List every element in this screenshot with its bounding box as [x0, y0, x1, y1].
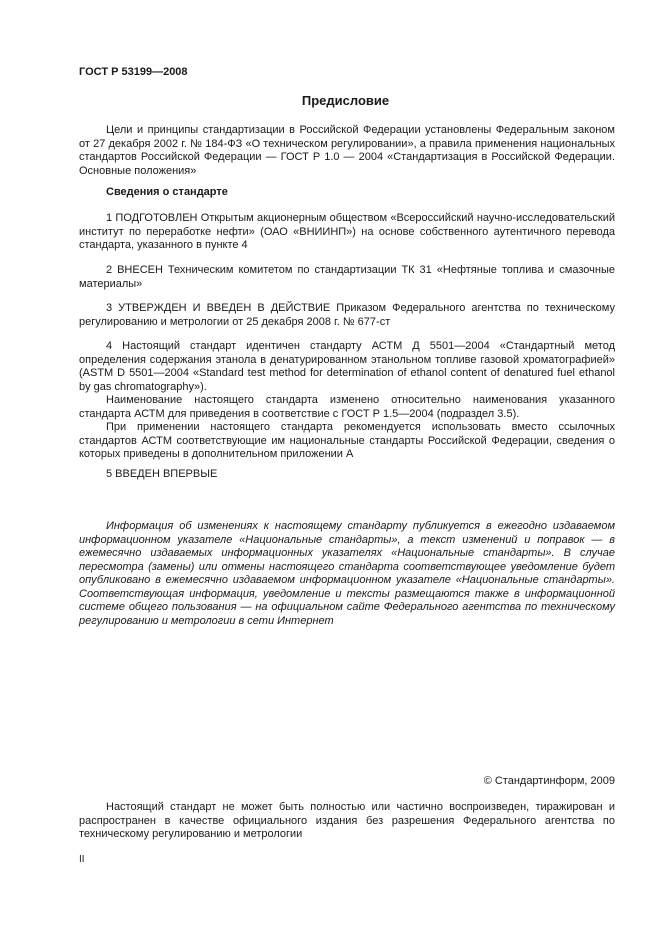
- legal-paragraph: Настоящий стандарт не может быть полностью или частично воспроизведен, тиражирован и распространен в качестве официального издания без разрешения Федерального агентства по техническому регулированию и метрологии: [79, 801, 615, 840]
- item-1-block: [79, 212, 615, 253]
- item-4-p1: 4 Настоящий стандарт идентичен стандарту АСТМ Д 5501—2004 «Стандартный метод определения содержания этанола в денатурированном этанольном топливе газовой хроматографией» (ASTM D 5501—2004 «Standard test method for determination of ethanol content of denatured fuel ethanol by gas chromatography»).: [79, 340, 615, 393]
- item-3: 3 УТВЕРЖДЕН И ВВЕДЕН В ДЕЙСТВИЕ Приказом Федерального агентства по техническому регулированию и метрологии от 25 декабря 2008 г. № 677-ст: [79, 302, 615, 328]
- item-4-block: [79, 340, 615, 462]
- item-2: 2 ВНЕСЕН Техническим комитетом по стандартизации ТК 31 «Нефтяные топлива и смазочные материалы»: [79, 264, 615, 290]
- doc-code-header: ГОСТ Р 53199—2008: [79, 66, 188, 78]
- item-3-block: [79, 302, 615, 329]
- notice-block: [79, 520, 615, 628]
- page-number: II: [79, 854, 85, 865]
- item-5-block: [79, 468, 615, 482]
- item-4-p2: Наименование настоящего стандарта изменено относительно наименования указанного стандарта АСТМ для приведения в соответствие с ГОСТ Р 1.5—2004 (подраздел 3.5).: [79, 394, 615, 420]
- item-5: 5 ВВЕДЕН ВПЕРВЫЕ: [106, 468, 218, 480]
- item-4-p3: При применении настоящего стандарта рекомендуется использовать вместо ссылочных стандартов АСТМ соответствующие им национальные стандарты Российской Федерации, сведения о которых приведены в дополнительном приложении А: [79, 421, 615, 460]
- intro-block: [79, 124, 615, 178]
- page-title: Предисловие: [301, 93, 390, 108]
- section-heading: Сведения о стандарте: [106, 186, 228, 198]
- legal-block: [79, 801, 615, 842]
- notice-paragraph: Информация об изменениях к настоящему стандарту публикуется в ежегодно издаваемом информационном указателе «Национальные стандарты», а текст изменений и поправок — в ежемесячно издаваемых информационных указателях «Национальные стандарты». В случае пересмотра (замены) или отмены настоящего стандарта соответствующее уведомление будет опубликовано в ежемесячно издаваемом информационном указателе «Национальные стандарты». Соответствующая информация, уведомление и тексты размещаются также в информационной системе общего пользования — на официальном сайте Федерального агентства по техническому регулированию и метрологии в сети Интернет: [79, 520, 615, 627]
- section-heading-block: [79, 186, 615, 200]
- item-2-block: [79, 264, 615, 291]
- item-1: 1 ПОДГОТОВЛЕН Открытым акционерным обществом «Всероссийский научно-исследовательский институт по переработке нефти» (ОАО «ВНИИНП») на основе собственного аутентичного перевода стандарта, указанного в пункте 4: [79, 212, 615, 251]
- copyright-notice: © Стандартинформ, 2009: [483, 775, 615, 787]
- intro-paragraph: Цели и принципы стандартизации в Российской Федерации установлены Федеральным законом от 27 декабря 2002 г. № 184-ФЗ «О техническом регулировании», а правила применения национальных стандартов Российской Федерации — ГОСТ Р 1.0 — 2004 «Стандартизация в Российской Федерации. Основные положения»: [79, 124, 615, 177]
